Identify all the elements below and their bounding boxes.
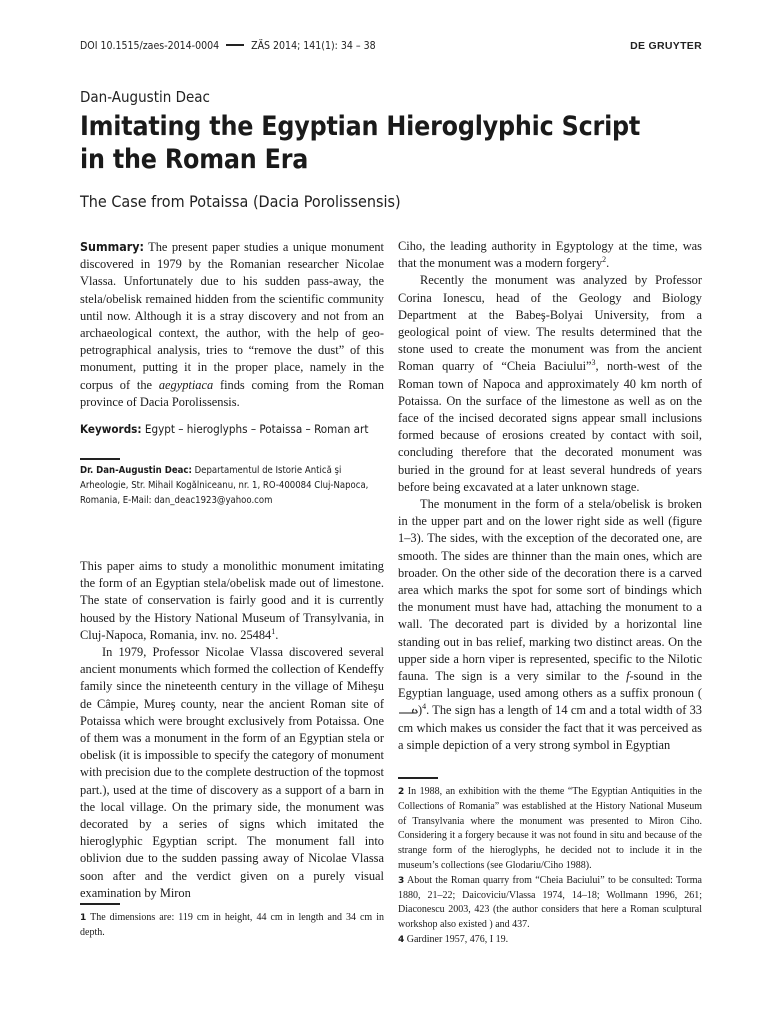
affiliation-rule [80, 458, 120, 460]
header-dash [226, 44, 244, 46]
paper-subtitle: The Case from Potaissa (Dacia Porolissensis) [80, 192, 401, 211]
title-line-2: in the Roman Era [80, 144, 309, 175]
keywords-text: Egypt – hieroglyphs – Potaissa – Roman art [141, 422, 369, 436]
affiliation-text: Departamentul de Istorie Antică şi Arheologie, Str. Mihail Kogălniceanu, nr. 1, RO-400084 Cluj-Napoca, Romania, E-Mail: dan_deac1923@yahoo.com [80, 465, 369, 506]
keywords-label: Keywords: [80, 422, 142, 436]
title-line-1: Imitating the Egyptian Hieroglyphic Script [80, 111, 641, 142]
body-column-right [398, 238, 702, 754]
footnote-2: 2 In 1988, an exhibition with the theme “The Egyptian Antiquities in the Collections of Romania” was established at the History National Museum of Transylvania where the monument was presented to Miron Ciho. Considering it a forgery because it was not found in situ and because of the strange form of the hieroglyphs, he decided not to include it in the museum’s collections (see Glodariu/Ciho 1988). [398, 786, 702, 871]
footnote-rule-right [398, 777, 438, 779]
summary-paragraph [80, 238, 384, 411]
summary-italic: aegyptiaca [158, 377, 214, 392]
doi-text: DOI 10.1515/zaes-2014-0004 [80, 40, 220, 52]
footnote-ref-2[interactable]: 2 [602, 255, 607, 265]
summary-label: Summary: [80, 239, 144, 254]
affiliation-name: Dr. Dan-Augustin Deac: [80, 465, 192, 476]
author-affiliation [80, 464, 384, 508]
running-header [80, 40, 376, 52]
publisher-name: DE GRUYTER [630, 40, 702, 52]
footnote-3: 3 About the Roman quarry from “Cheia Baciului” to be consulted: Torma 1880, 21–22; Daicoviciu/Vlassa 1974, 14–18; Wollmann 1996, 261; Diaconescu 2003, 423 (the author considers that here a Roman sculptural workshop also existed ) and 437. [398, 874, 702, 931]
summary-text-2: finds coming from the Roman province of Dacia Porolissensis. [80, 377, 384, 409]
body-paragraph-4: Recently the monument was analyzed by Professor Corina Ionescu, head of the Geology and Biology Department at the Babeş-Bolyai University, from a geological point of view. The results determined that the stone used to create the monument was from the ancient Roman quarry of “Cheia Baciului”$^3$, north-west of the Roman town of Napoca and approximately 40 km north of Potaissa. On the surface of the limestone as well as on the face of the incised decorated signs appear small inclusions formed because of erosions created by contact with soil, concluding therefore that the decorated monument was buried in the ground for at least several hundreds of years before being excavated at a later unknown stage. [398, 273, 702, 494]
journal-citation: ZÄS 2014; 141(1): 34 – 38 [251, 40, 376, 52]
horned-viper-hieroglyph-icon [398, 708, 418, 714]
body-paragraph-1: This paper aims to study a monolithic monument imitating the form of an Egyptian stela/obelisk made out of limestone. The state of conservation is fairly good and it is currently housed by the History National Museum of Transylvania, in Cluj-Napoca, Romania, inv. no. 25484$^1$. [80, 559, 384, 642]
footnotes-right [398, 785, 702, 948]
body-column-left [80, 558, 384, 902]
footnote-ref-3[interactable]: 3 [591, 358, 596, 368]
footnote-ref-4[interactable]: 4 [422, 702, 427, 712]
footnote-text: The dimensions are: 119 cm in height, 44 cm in length and 34 cm in depth. [80, 912, 384, 938]
body-paragraph-5: The monument in the form of a stela/obelisk is broken in the upper part and on the lower right side as well (figure 1–3). The sides, with the exception of the decorated one, are smooth. The sides are thinner than the main ones, which are broader. On the other side of the decoration there is a carved area which marks the spot for some sort of bindings which the monument must have had, attaching the monument to a wall. The decorated part is divided by a horizontal line standing out in bas relief, marking two distinct areas. On the upper side a horn viper is represented, specific to the Nilotic fauna. The sign is a very similar to the f-sound in the Egyptian language, used among others as a suffix pronoun ()$^4$. The sign has a length of 14 cm and a total width of 33 cm which makes us consider the fact that it was perceived as a simple depiction of a very strong symbol in Egyptian [398, 497, 703, 752]
footnote-1 [80, 911, 384, 941]
author-name: Dan-Augustin Deac [80, 88, 210, 106]
footnote-rule-left [80, 903, 120, 905]
footnote-4: 4 Gardiner 1957, 476, I 19. [398, 933, 509, 945]
footnote-ref-1[interactable]: 1 [271, 626, 276, 636]
keywords-line [80, 421, 384, 438]
body-paragraph-2: In 1979, Professor Nicolae Vlassa discovered several ancient monuments which formed the collection of Kendeffy family since the nineteenth century in the village of Miheşu de Câmpie, Mureş county, near the ancient Roman site of Potaissa which were brought exclusively from Potaissa. One of them was a monument in the form of an Egyptian stela or obelisk (it is impossible to specify the category of monument with precision due to the complete destruction of the topmost part.), used at the time of discovery as a support of a barn in the local village. On the primary side, the monument was decorated by a series of signs which imitated the hieroglyphic Egyptian script. The monument fall into oblivion due to the sudden passing away of Nicolae Vlassa soon after and the verdict given on a purely visual examination by Miron [80, 645, 384, 900]
paper-title [80, 110, 700, 176]
body-paragraph-3: Ciho, the leading authority in Egyptology at the time, was that the monument was a modern forgery$^2$. [398, 239, 702, 271]
footnote-number: 1 [80, 913, 87, 923]
summary-text-1: The present paper studies a unique monument discovered in 1979 by the Romanian researcher Nicolae Vlassa. Unfortunately due to his sudden pass-away, the stela/obelisk remained hidden from the scientific community until now. Although it is a stray discovery and not from an archaeological context, the author, with the help of geo-petrographical analysis, tries to “remove the dust” of this monument, putting it in the proper place, namely in the corpus of the [80, 240, 384, 392]
